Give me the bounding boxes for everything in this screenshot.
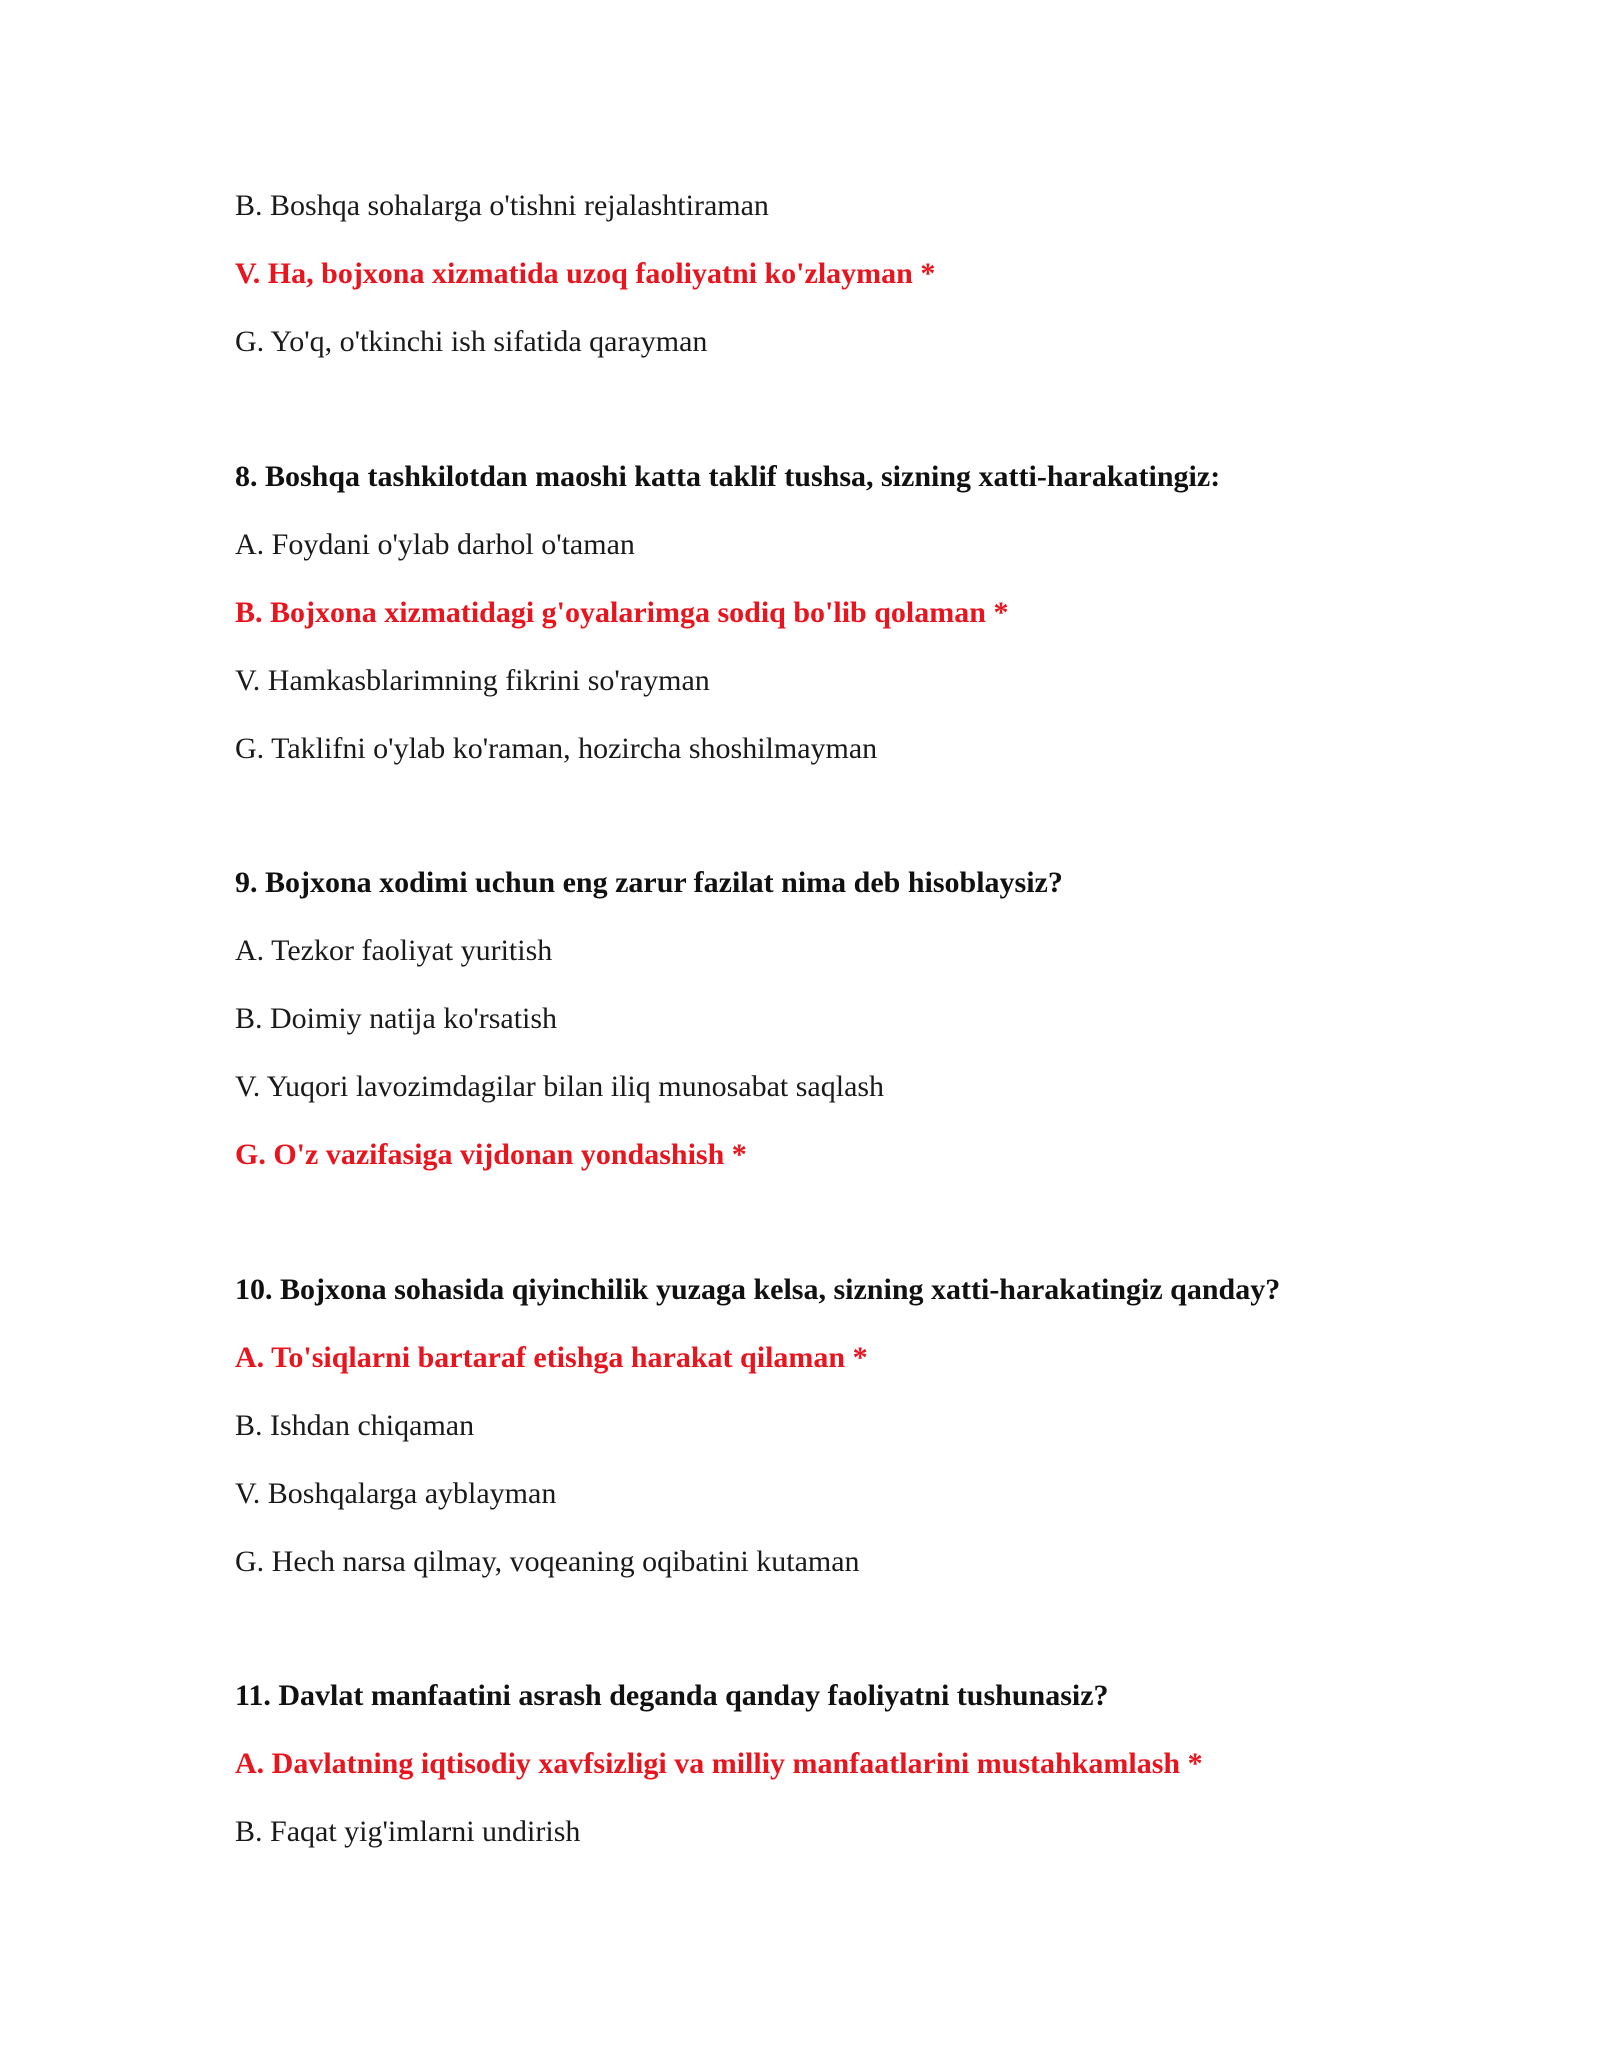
q9-option-b: B. Doimiy natija ko'rsatish	[235, 1002, 558, 1035]
question-9: 9. Bojxona xodimi uchun eng zarur fazilat nima deb hisoblaysiz?	[235, 866, 1063, 899]
q10-option-a-correct: A. To'siqlarni bartaraf etishga harakat qilaman *	[235, 1341, 868, 1374]
question-11: 11. Davlat manfaatini asrash deganda qanday faoliyatni tushunasiz?	[235, 1679, 1109, 1712]
q8-option-v: V. Hamkasblarimning fikrini so'rayman	[235, 664, 710, 697]
q7-option-b: B. Boshqa sohalarga o'tishni rejalashtiraman	[235, 189, 769, 222]
q11-option-a-correct: A. Davlatning iqtisodiy xavfsizligi va milliy manfaatlarini mustahkamlash *	[235, 1747, 1203, 1780]
q8-option-g: G. Taklifni o'ylab ko'raman, hozircha shoshilmayman	[235, 732, 878, 765]
q10-option-g: G. Hech narsa qilmay, voqeaning oqibatini kutaman	[235, 1545, 860, 1578]
question-10: 10. Bojxona sohasida qiyinchilik yuzaga kelsa, sizning xatti-harakatingiz qanday?	[235, 1273, 1281, 1306]
q9-option-v: V. Yuqori lavozimdagilar bilan iliq munosabat saqlash	[235, 1070, 885, 1103]
q8-option-b-correct: B. Bojxona xizmatidagi g'oyalarimga sodiq bo'lib qolaman *	[235, 596, 1009, 629]
q9-option-a: A. Tezkor faoliyat yuritish	[235, 934, 553, 967]
q10-option-v: V. Boshqalarga ayblayman	[235, 1477, 557, 1510]
q7-option-v-correct: V. Ha, bojxona xizmatida uzoq faoliyatni ko'zlayman *	[235, 257, 936, 290]
q10-option-b: B. Ishdan chiqaman	[235, 1409, 475, 1442]
q11-option-b: B. Faqat yig'imlarni undirish	[235, 1815, 581, 1848]
q8-option-a: A. Foydani o'ylab darhol o'taman	[235, 528, 635, 561]
question-8: 8. Boshqa tashkilotdan maoshi katta taklif tushsa, sizning xatti-harakatingiz:	[235, 460, 1221, 493]
q7-option-g: G. Yo'q, o'tkinchi ish sifatida qarayman	[235, 325, 708, 358]
q9-option-g-correct: G. O'z vazifasiga vijdonan yondashish *	[235, 1138, 747, 1171]
